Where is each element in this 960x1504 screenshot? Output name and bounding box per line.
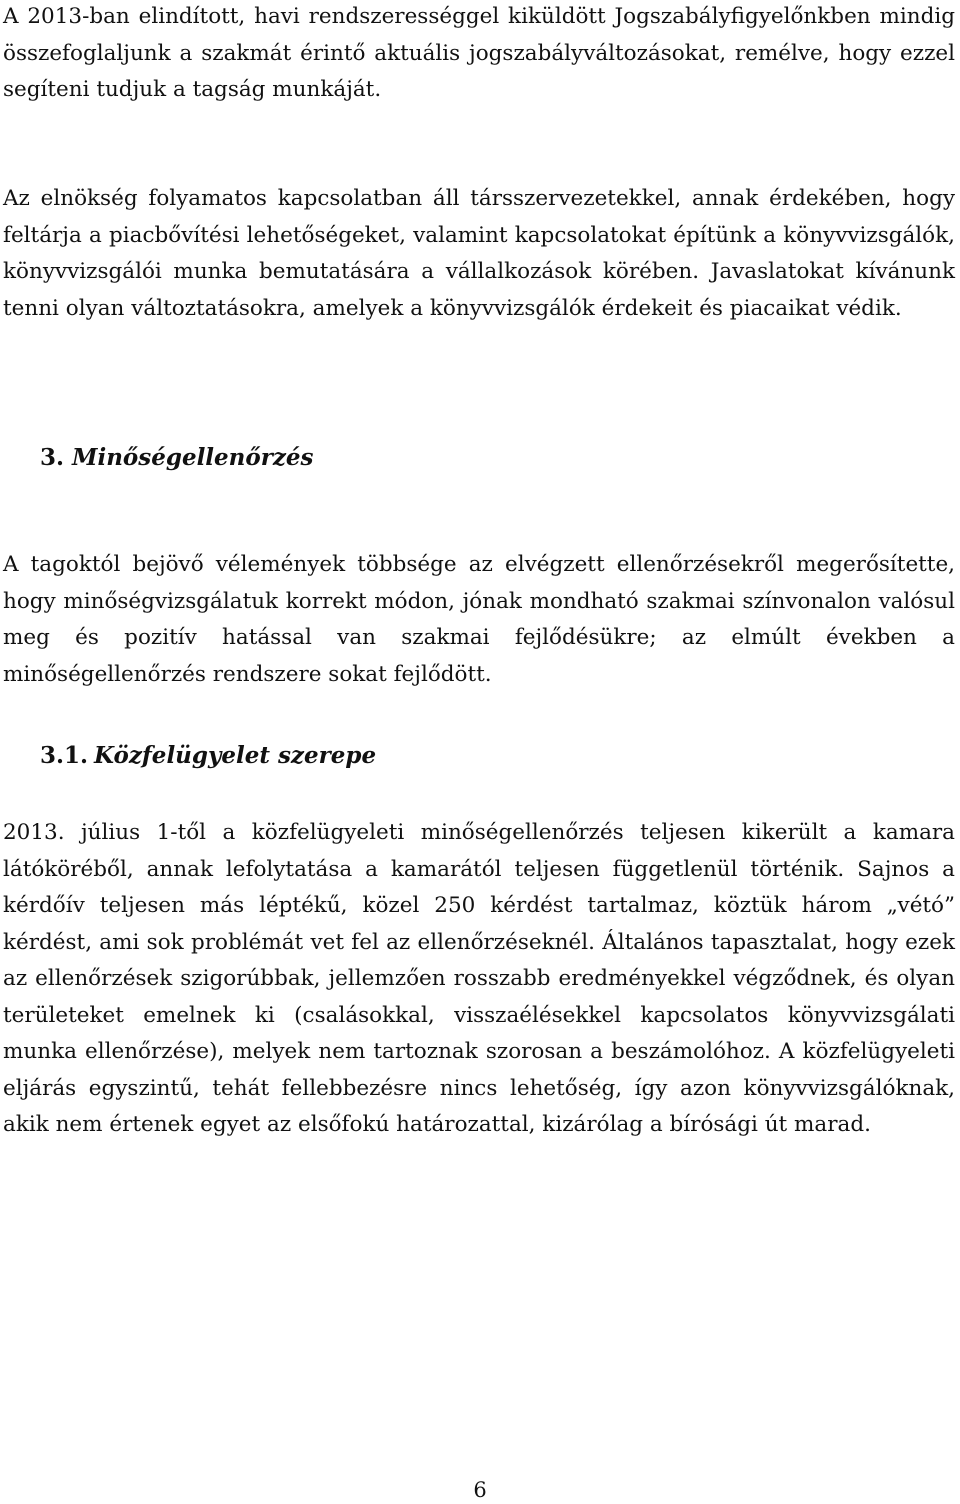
page-number: 6: [473, 1478, 487, 1502]
paragraph-quality: A tagoktól bejövő vélemények többsége az elvégzett ellenőrzésekről megerősítette, hogy minőségvizsgálatuk korrekt módon, jónak mondható szakmai színvonalon valósul meg és pozitív hatással van szakmai fejlődésükre; az elmúlt években a minőségellenőrzés rendszere sokat fejlődött.: [3, 552, 955, 687]
paragraph-relations: Az elnökség folyamatos kapcsolatban áll társszervezetekkel, annak érdekében, hogy feltárja a piacbővítési lehetőségeket, valamint kapcsolatokat építünk a könyvvizsgálók, könyvvizsgálói munka bemutatására a vállalkozások körében. Javaslatokat kívánunk tenni olyan változtatásokra, amelyek a könyvvizsgálók érdekeit és piacaikat védik.: [3, 186, 955, 321]
heading-section-3-1: [40, 740, 376, 772]
paragraph-intro: A 2013-ban elindított, havi rendszerességgel kiküldött Jogszabályfigyelőnkben mindig összefoglaljunk a szakmát érintő aktuális jogszabályváltozásokat, remélve, hogy ezzel segíteni tudjuk a tagság munkáját.: [3, 4, 955, 102]
heading-section-3: [40, 442, 314, 474]
paragraph-supervision: 2013. július 1-től a közfelügyeleti minőségellenőrzés teljesen kikerült a kamara látóköréből, annak lefolytatása a kamarától teljesen függetlenül történik. Sajnos a kérdőív teljesen más léptékű, közel 250 kérdést tartalmaz, köztük három „vétó” kérdést, ami sok problémát vet fel az ellenőrzéseknél. Általános tapasztalat, hogy ezek az ellenőrzések szigorúbbak, jellemzően rosszabb eredményekkel végződnek, és olyan területeket emelnek ki (csalásokkal, visszaélésekkel kapcsolatos könyvvizsgálati munka ellenőrzése), melyek nem tartoznak szorosan a beszámolóhoz. A közfelügyeleti eljárás egyszintű, tehát fellebbezésre nincs lehetőség, így azon könyvvizsgálóknak, akik nem értenek egyet az elsőfokú határozattal, kizárólag a bírósági út marad.: [3, 820, 955, 1137]
heading-section-3-number: 3.: [40, 444, 65, 471]
heading-section-3-title: Minőségellenőrzés: [72, 444, 314, 471]
heading-section-3-1-title: Közfelügyelet szerepe: [94, 742, 377, 769]
heading-section-3-1-number: 3.1.: [40, 742, 89, 769]
